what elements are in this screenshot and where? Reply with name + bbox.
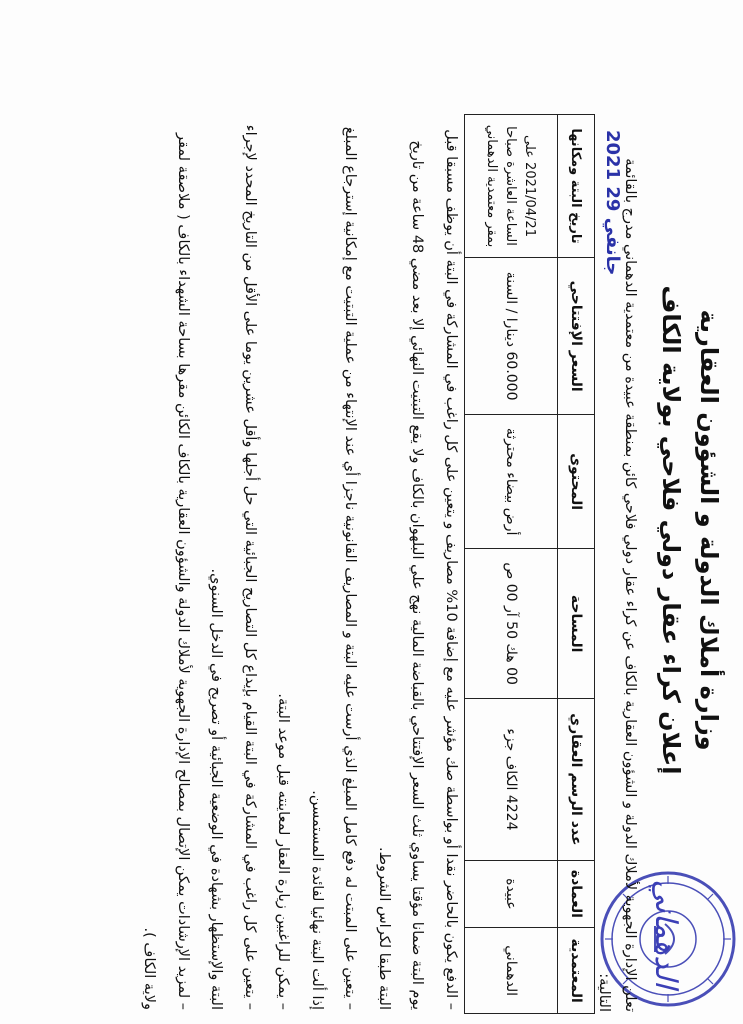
ministry-title: وزارة أملاك الدولة و الشؤون العقارية: [695, 309, 723, 751]
cell-auction-date: 2021/04/21 على الساعة العاشرة صباحا بمقر معتمدية الدهماني: [465, 115, 558, 258]
col-delegation: المعتمدية: [558, 928, 595, 1014]
conditions-list: [132, 20, 467, 1010]
col-region: العمادة: [558, 860, 595, 928]
condition-line: – يتعين على كل راغب في المشاركة في البتة القيام بإيداع كل التصاريح الجبائية التي حل أجلها وأقل عشرين يوما على الأقل من التاريخ المحدد لإجراء: [242, 124, 258, 1010]
condition-line: – لمزيد الإرشادات يمكن الإتصال بمصالح الإدارة الجهوية لأملاك الدولة والشؤون العقارية بالكاف الكائن مقرها بساحة الشهداء بالكاف ( ملاصقة لمقر: [175, 132, 191, 1010]
condition-line: – الدفع يكون بالحاضر نقدا أو بواسطة صك مؤشر عليه مع إضافة 10% مصاريف و يتعين على كل راغب في المشاركة في البتة أن يوظف مسبقا قبل: [443, 129, 459, 1010]
col-auction-date: تاريخ البتة ومكانها: [558, 115, 595, 258]
cell-delegation: الدهماني: [465, 928, 558, 1014]
col-content: المحتوى: [558, 415, 595, 549]
cell-content: أرض بيضاء محترثة: [465, 415, 558, 549]
cell-opening-price: 60.000 دينارا / السنة: [465, 258, 558, 415]
col-land-title: عدد الرسم العقاري: [558, 699, 595, 860]
condition-line: – يتعين على المبتت له دفع كامل المبلغ الذي أرست عليه البتة و المصاريف القانونية ناجزا أي عند الإنتهاء من عملية التبتيت مع إمكانية إسترجاع المبلغ: [342, 126, 359, 1010]
cell-land-title: 4224 الكاف جزء: [465, 699, 558, 860]
condition-line: إذا ألت البتة نهائيا لفائدة المستمسن.: [309, 790, 325, 1010]
condition-line: يوم البتة ضمانا مؤقتا يساوي ثلث السعر الإفتتاحي بالقباضة المالية نهج علي البلهوان بالكاف ولا يقع التبتيت النهائي إلا بعد مضي 48 ساعة من تاريخ: [409, 140, 426, 1010]
intro-paragraph: تعلن الإدارة الجهوية لأملاك الدولة و الشؤون العقارية بالكاف عن كراء عقار دولي فلاحي كائن بمنطقة عبيدة من معتمدية الدهماني مدرج بالقائمة التالية:: [596, 158, 638, 1012]
announcement-title: إعلان كراء عقار دولي فلاحي بولاية الكاف: [657, 285, 685, 775]
table-header-row: [558, 115, 595, 1014]
handwritten-delegation: الدهماني: [648, 879, 683, 989]
date-stamp: 2021 جانفي 29: [602, 130, 623, 276]
property-table: [464, 114, 595, 1014]
condition-line: ولاية الكاف ).: [141, 927, 158, 1010]
cell-region: عبيدة: [465, 860, 558, 928]
col-area: المساحة: [558, 548, 595, 698]
cell-area: 00 هك 50 آر 00 ص: [465, 548, 558, 698]
condition-line: البتة والإستظهار بشهادة في الوضعية الجبائية أو تصريح في الدخل السنوي.: [208, 568, 225, 1010]
condition-line: البتة طبقا لكراس الشروط.: [376, 846, 392, 1010]
condition-line: – يمكن للراغبين زيارة العقار لمعاينته قبل موعد البتة.: [275, 693, 292, 1010]
col-opening-price: السعر الإفتتاحي: [558, 258, 595, 415]
table-row: [465, 115, 558, 1014]
